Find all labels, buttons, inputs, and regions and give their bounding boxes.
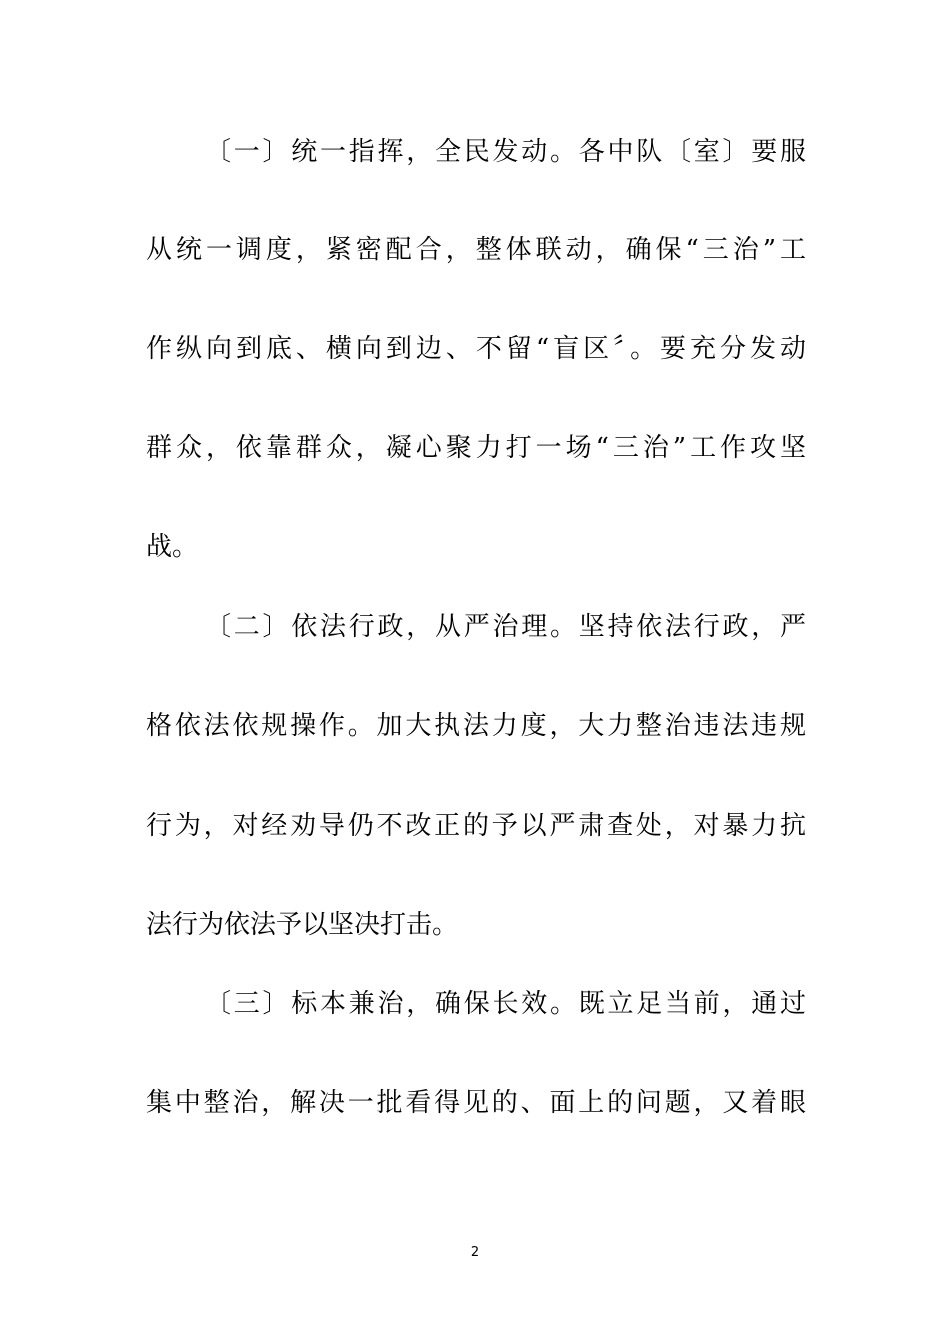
paragraph-2-line-3: 行为，对经劝导仍不改正的予以严肃查处，对暴力抗 (146, 811, 806, 841)
paragraph-1-line-1: 〔一〕统一指挥，全民发动。各中队〔室〕要服 (205, 137, 806, 167)
paragraph-2-line-1: 〔二〕依法行政，从严治理。坚持依法行政，严 (205, 612, 806, 642)
paragraph-1-line-3: 作纵向到底、横向到边、不留“盲区〞。要充分发动 (146, 334, 806, 364)
paragraph-2-line-4: 法行为依法予以坚决打击。 (146, 910, 459, 940)
paragraph-1-line-5: 战。 (146, 532, 199, 562)
paragraph-1-line-4: 群众，依靠群众，凝心聚力打一场“三治”工作攻坚 (146, 433, 806, 463)
paragraph-3-line-2: 集中整治，解决一批看得见的、面上的问题，又着眼 (146, 1088, 806, 1118)
paragraph-1-line-2: 从统一调度，紧密配合，整体联动，确保“三治”工 (146, 235, 806, 265)
paragraph-2-line-2: 格依法依规操作。加大执法力度，大力整治违法违规 (146, 711, 806, 741)
page-number: 2 (470, 1245, 480, 1260)
paragraph-3-line-1: 〔三〕标本兼治，确保长效。既立足当前，通过 (205, 989, 806, 1019)
